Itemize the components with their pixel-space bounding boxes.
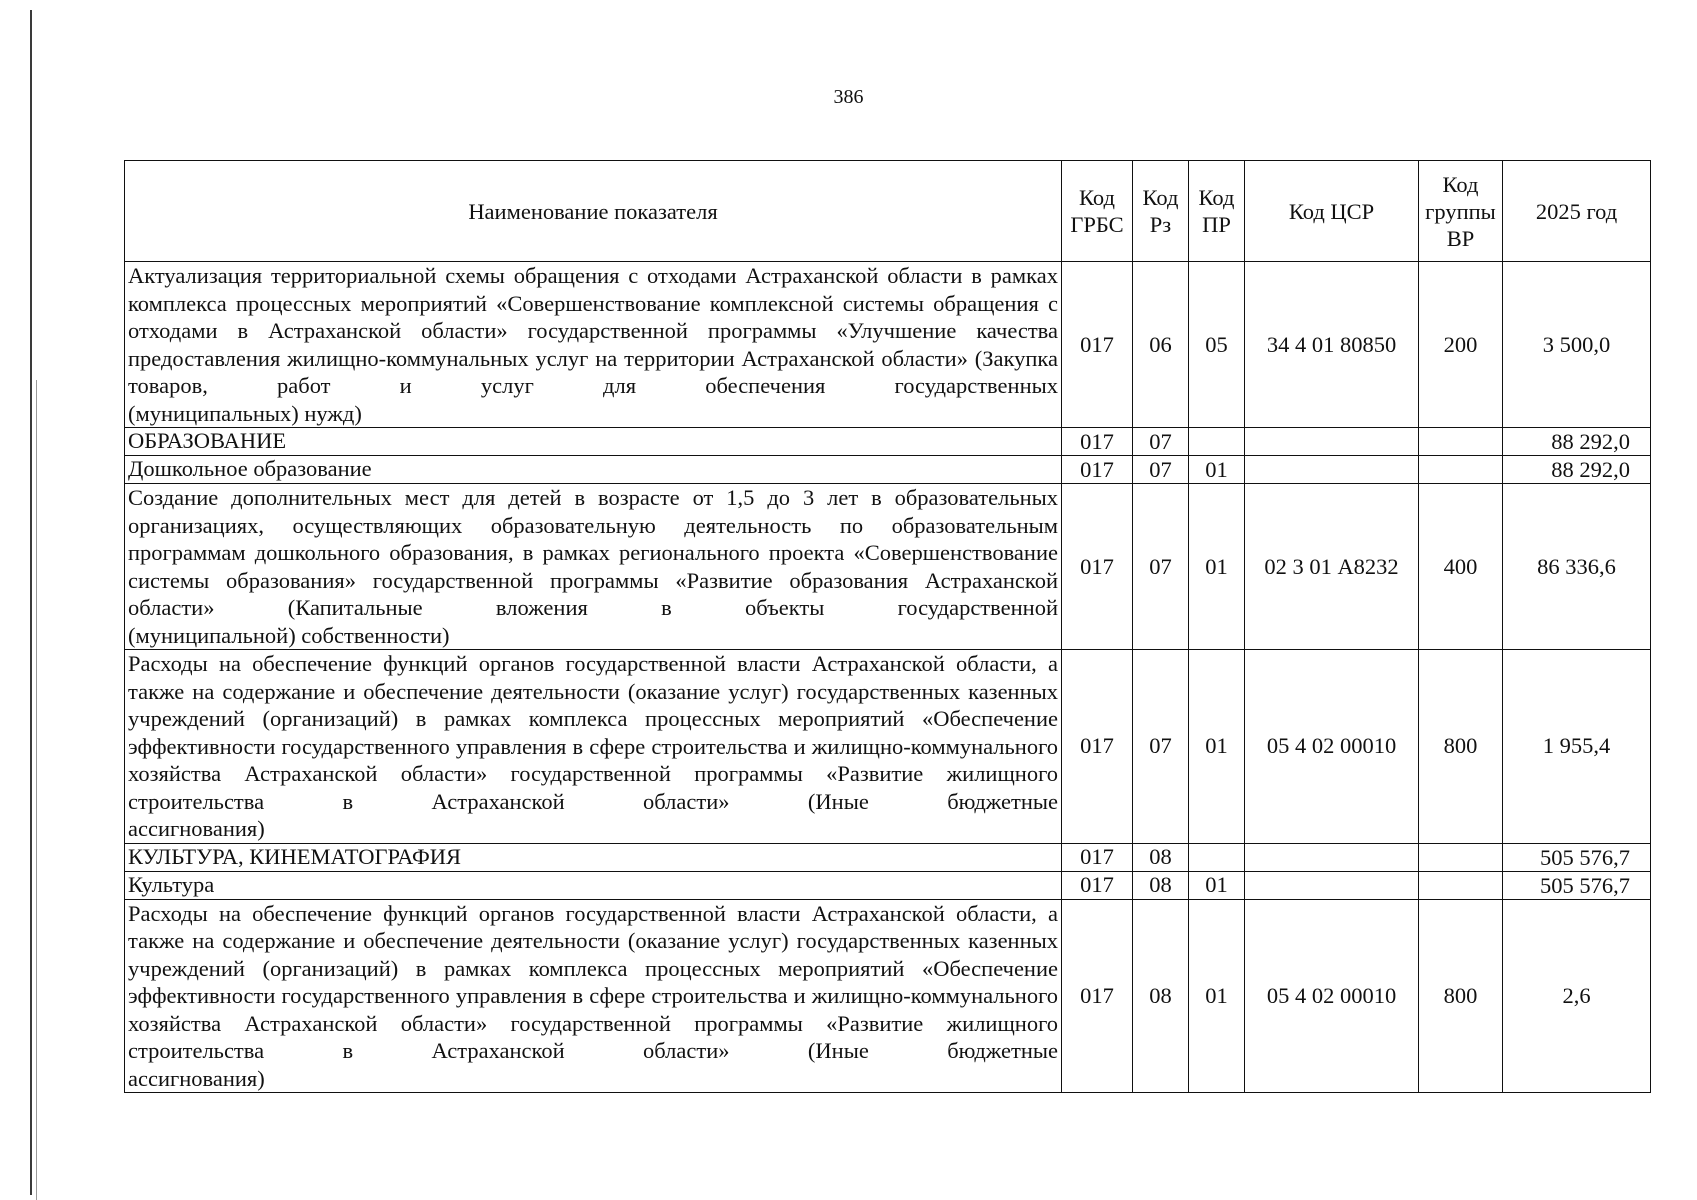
table-row bbox=[125, 428, 1651, 456]
row-pr: 01 bbox=[1189, 650, 1245, 844]
scan-edge-line-faint bbox=[36, 380, 37, 1200]
row-csr bbox=[1245, 456, 1419, 484]
row-csr bbox=[1245, 871, 1419, 899]
row-name: Расходы на обеспечение функций органов государственной власти Астраханской области, а также на содержание и обеспечение деятельности (оказание услуг) государственных казенных учреждений (организаций) в рамках комплекса процессных мероприятий «Обеспечение эффективности государственного управления в сфере строительства и жилищно-коммунального хозяйства Астраханской области» государственной программы «Развитие жилищного строительства в Астраханской области» (Иные бюджетные ассигнования) bbox=[125, 650, 1062, 844]
row-rz: 07 bbox=[1133, 428, 1189, 456]
table-row bbox=[125, 899, 1651, 1093]
row-csr: 34 4 01 80850 bbox=[1245, 262, 1419, 428]
row-pr: 01 bbox=[1189, 456, 1245, 484]
row-grbs: 017 bbox=[1062, 484, 1133, 650]
header-grbs: Код ГРБС bbox=[1062, 161, 1133, 262]
row-name: Культура bbox=[125, 871, 1062, 899]
row-pr: 05 bbox=[1189, 262, 1245, 428]
table-header-row bbox=[125, 161, 1651, 262]
table-row bbox=[125, 262, 1651, 428]
row-csr bbox=[1245, 843, 1419, 871]
row-rz: 08 bbox=[1133, 871, 1189, 899]
row-vr: 800 bbox=[1419, 650, 1503, 844]
row-grbs: 017 bbox=[1062, 843, 1133, 871]
row-csr bbox=[1245, 428, 1419, 456]
row-amount: 2,6 bbox=[1503, 899, 1651, 1093]
row-pr: 01 bbox=[1189, 899, 1245, 1093]
row-grbs: 017 bbox=[1062, 871, 1133, 899]
row-rz: 07 bbox=[1133, 484, 1189, 650]
header-rz: Код Рз bbox=[1133, 161, 1189, 262]
row-grbs: 017 bbox=[1062, 262, 1133, 428]
row-vr: 200 bbox=[1419, 262, 1503, 428]
row-rz: 07 bbox=[1133, 456, 1189, 484]
header-name: Наименование показателя bbox=[125, 161, 1062, 262]
row-name: Актуализация территориальной схемы обращения с отходами Астраханской области в рамках комплекса процессных мероприятий «Совершенствование комплексной системы обращения с отходами в Астраханской области» государственной программы «Улучшение качества предоставления жилищно-коммунальных услуг на территории Астраханской области» (Закупка товаров, работ и услуг для обеспечения государственных (муниципальных) нужд) bbox=[125, 262, 1062, 428]
row-pr: 01 bbox=[1189, 484, 1245, 650]
row-grbs: 017 bbox=[1062, 650, 1133, 844]
table-row bbox=[125, 456, 1651, 484]
row-grbs: 017 bbox=[1062, 456, 1133, 484]
row-csr: 05 4 02 00010 bbox=[1245, 899, 1419, 1093]
row-grbs: 017 bbox=[1062, 899, 1133, 1093]
row-name: Расходы на обеспечение функций органов государственной власти Астраханской области, а также на содержание и обеспечение деятельности (оказание услуг) государственных казенных учреждений (организаций) в рамках комплекса процессных мероприятий «Обеспечение эффективности государственного управления в сфере строительства и жилищно-коммунального хозяйства Астраханской области» государственной программы «Развитие жилищного строительства в Астраханской области» (Иные бюджетные ассигнования) bbox=[125, 899, 1062, 1093]
row-vr bbox=[1419, 871, 1503, 899]
row-csr: 02 3 01 А8232 bbox=[1245, 484, 1419, 650]
row-pr bbox=[1189, 843, 1245, 871]
row-rz: 06 bbox=[1133, 262, 1189, 428]
row-vr: 800 bbox=[1419, 899, 1503, 1093]
row-amount: 3 500,0 bbox=[1503, 262, 1651, 428]
row-name: Создание дополнительных мест для детей в возрасте от 1,5 до 3 лет в образовательных организациях, осуществляющих образовательную деятельность по образовательным программам дошкольного образования, в рамках регионального проекта «Совершенствование системы образования» государственной программы «Развитие образования Астраханской области» (Капитальные вложения в объекты государственной (муниципальной) собственности) bbox=[125, 484, 1062, 650]
table-row bbox=[125, 484, 1651, 650]
row-amount: 505 576,7 bbox=[1503, 843, 1651, 871]
budget-table bbox=[124, 160, 1651, 1093]
row-amount: 1 955,4 bbox=[1503, 650, 1651, 844]
row-rz: 08 bbox=[1133, 843, 1189, 871]
row-rz: 08 bbox=[1133, 899, 1189, 1093]
row-name: КУЛЬТУРА, КИНЕМАТОГРАФИЯ bbox=[125, 843, 1062, 871]
table-row bbox=[125, 843, 1651, 871]
row-amount: 86 336,6 bbox=[1503, 484, 1651, 650]
table-row bbox=[125, 871, 1651, 899]
row-vr bbox=[1419, 456, 1503, 484]
row-vr bbox=[1419, 428, 1503, 456]
row-name: ОБРАЗОВАНИЕ bbox=[125, 428, 1062, 456]
row-grbs: 017 bbox=[1062, 428, 1133, 456]
header-pr: Код ПР bbox=[1189, 161, 1245, 262]
row-pr: 01 bbox=[1189, 871, 1245, 899]
table-row bbox=[125, 650, 1651, 844]
row-pr bbox=[1189, 428, 1245, 456]
header-year: 2025 год bbox=[1503, 161, 1651, 262]
header-csr: Код ЦСР bbox=[1245, 161, 1419, 262]
page-number: 386 bbox=[833, 86, 864, 108]
scan-edge-line bbox=[30, 10, 32, 1195]
row-vr bbox=[1419, 843, 1503, 871]
row-rz: 07 bbox=[1133, 650, 1189, 844]
row-vr: 400 bbox=[1419, 484, 1503, 650]
row-name: Дошкольное образование bbox=[125, 456, 1062, 484]
row-csr: 05 4 02 00010 bbox=[1245, 650, 1419, 844]
row-amount: 88 292,0 bbox=[1503, 428, 1651, 456]
row-amount: 505 576,7 bbox=[1503, 871, 1651, 899]
row-amount: 88 292,0 bbox=[1503, 456, 1651, 484]
header-vr: Код группы ВР bbox=[1419, 161, 1503, 262]
